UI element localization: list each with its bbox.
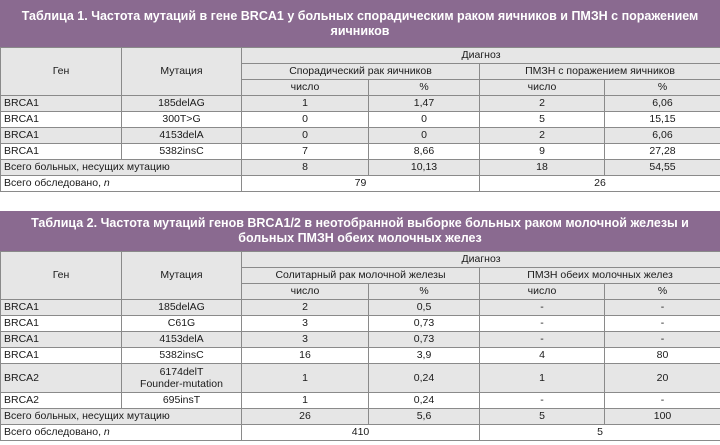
gene-cell: BRCA1 bbox=[1, 128, 122, 144]
percent-cell: 0,5 bbox=[369, 300, 480, 316]
gene-cell: BRCA2 bbox=[1, 393, 122, 409]
gene-cell: BRCA2 bbox=[1, 364, 122, 393]
table-row bbox=[1, 316, 720, 332]
table1-count1-header: число bbox=[242, 80, 369, 96]
total-carriers-label: Всего больных, несущих мутацию bbox=[1, 160, 242, 176]
gene-cell: BRCA1 bbox=[1, 144, 122, 160]
percent-cell: 0 bbox=[369, 128, 480, 144]
table1-count2-header: число bbox=[480, 80, 605, 96]
count-cell: 9 bbox=[480, 144, 605, 160]
percent-cell: 80 bbox=[605, 348, 720, 364]
table2-group1-header: Солитарный рак молочной железы bbox=[242, 268, 480, 284]
gene-cell: BRCA1 bbox=[1, 300, 122, 316]
gene-cell: BRCA1 bbox=[1, 112, 122, 128]
gene-cell: BRCA1 bbox=[1, 348, 122, 364]
percent-cell: - bbox=[605, 316, 720, 332]
count-cell: 0 bbox=[242, 112, 369, 128]
count-cell: 2 bbox=[480, 128, 605, 144]
mutation-cell: 185delAG bbox=[122, 96, 242, 112]
table2 bbox=[0, 251, 720, 441]
count-cell: 26 bbox=[242, 409, 369, 425]
total-examined-group1: 410 bbox=[242, 425, 480, 441]
count-cell: 2 bbox=[242, 300, 369, 316]
table1-header-row bbox=[1, 48, 720, 64]
table2-count2-header: число bbox=[480, 284, 605, 300]
table1-percent1-header: % bbox=[369, 80, 480, 96]
gene-cell: BRCA1 bbox=[1, 96, 122, 112]
table1-percent2-header: % bbox=[605, 80, 720, 96]
count-cell: 1 bbox=[480, 364, 605, 393]
total-examined-group1: 79 bbox=[242, 176, 480, 192]
total-examined-text: Всего обследовано, bbox=[4, 426, 104, 438]
table-row bbox=[1, 393, 720, 409]
total-examined-text: Всего обследовано, bbox=[4, 177, 104, 189]
count-cell: 2 bbox=[480, 96, 605, 112]
mutation-cell bbox=[122, 364, 242, 393]
mutation-cell: 5382insC bbox=[122, 144, 242, 160]
total-examined-label bbox=[1, 425, 242, 441]
table-row bbox=[1, 348, 720, 364]
percent-cell: - bbox=[605, 393, 720, 409]
count-cell: 3 bbox=[242, 332, 369, 348]
gene-cell: BRCA1 bbox=[1, 316, 122, 332]
table2-header-row bbox=[1, 252, 720, 268]
table2-gene-header: Ген bbox=[1, 252, 122, 300]
mutation-cell: 695insT bbox=[122, 393, 242, 409]
percent-cell: 3,9 bbox=[369, 348, 480, 364]
count-cell: 18 bbox=[480, 160, 605, 176]
percent-cell: 6,06 bbox=[605, 96, 720, 112]
table1-group2-header: ПМЗН с поражением яичников bbox=[480, 64, 720, 80]
total-examined-n: n bbox=[103, 426, 110, 438]
table2-mutation-header: Мутация bbox=[122, 252, 242, 300]
table1-diagnosis-header: Диагноз bbox=[242, 48, 720, 64]
count-cell: - bbox=[480, 300, 605, 316]
gene-cell: BRCA1 bbox=[1, 332, 122, 348]
table1-gene-header: Ген bbox=[1, 48, 122, 96]
mutation-note: Founder-mutation bbox=[140, 378, 223, 390]
table-row bbox=[1, 144, 720, 160]
percent-cell: 10,13 bbox=[369, 160, 480, 176]
table1 bbox=[0, 47, 720, 192]
total-examined-group2: 5 bbox=[480, 425, 720, 441]
count-cell: 7 bbox=[242, 144, 369, 160]
table2-group2-header: ПМЗН обеих молочных желез bbox=[480, 268, 720, 284]
table1-group1-header: Спорадический рак яичников bbox=[242, 64, 480, 80]
mutation-name: 6174delT bbox=[159, 366, 204, 378]
count-cell: 5 bbox=[480, 112, 605, 128]
count-cell: - bbox=[480, 316, 605, 332]
percent-cell: 1,47 bbox=[369, 96, 480, 112]
percent-cell: 8,66 bbox=[369, 144, 480, 160]
mutation-cell: 4153delA bbox=[122, 128, 242, 144]
table2-count1-header: число bbox=[242, 284, 369, 300]
count-cell: 1 bbox=[242, 393, 369, 409]
count-cell: 4 bbox=[480, 348, 605, 364]
table-row bbox=[1, 364, 720, 393]
count-cell: 1 bbox=[242, 96, 369, 112]
percent-cell: 0,24 bbox=[369, 393, 480, 409]
percent-cell: 54,55 bbox=[605, 160, 720, 176]
percent-cell: 27,28 bbox=[605, 144, 720, 160]
mutation-cell: 4153delA bbox=[122, 332, 242, 348]
table1-total-carriers-row bbox=[1, 160, 720, 176]
percent-cell: 100 bbox=[605, 409, 720, 425]
table2-total-carriers-row bbox=[1, 409, 720, 425]
count-cell: 0 bbox=[242, 128, 369, 144]
total-examined-label bbox=[1, 176, 242, 192]
percent-cell: - bbox=[605, 332, 720, 348]
mutation-cell: 5382insC bbox=[122, 348, 242, 364]
mutation-cell: C61G bbox=[122, 316, 242, 332]
total-carriers-label: Всего больных, несущих мутацию bbox=[1, 409, 242, 425]
mutation-cell: 300T>G bbox=[122, 112, 242, 128]
percent-cell: 6,06 bbox=[605, 128, 720, 144]
count-cell: - bbox=[480, 393, 605, 409]
table1-title: Таблица 1. Частота мутаций в гене BRCA1 у больных спорадическим раком яичников и ПМЗН с поражением яичников bbox=[0, 0, 720, 47]
count-cell: - bbox=[480, 332, 605, 348]
table2-total-examined-row bbox=[1, 425, 720, 441]
table-row bbox=[1, 112, 720, 128]
percent-cell: 0,73 bbox=[369, 332, 480, 348]
percent-cell: 0 bbox=[369, 112, 480, 128]
count-cell: 8 bbox=[242, 160, 369, 176]
table1-total-examined-row bbox=[1, 176, 720, 192]
percent-cell: 5,6 bbox=[369, 409, 480, 425]
count-cell: 1 bbox=[242, 364, 369, 393]
table-row bbox=[1, 332, 720, 348]
percent-cell: 20 bbox=[605, 364, 720, 393]
table2-percent1-header: % bbox=[369, 284, 480, 300]
table2-diagnosis-header: Диагноз bbox=[242, 252, 720, 268]
table-row bbox=[1, 300, 720, 316]
total-examined-n: n bbox=[103, 177, 110, 189]
count-cell: 5 bbox=[480, 409, 605, 425]
count-cell: 16 bbox=[242, 348, 369, 364]
table2-title: Таблица 2. Частота мутаций генов BRCA1/2 в неотобранной выборке больных раком молочной железы и больных ПМЗН обеих молочных желез bbox=[0, 211, 720, 251]
table2-percent2-header: % bbox=[605, 284, 720, 300]
table-row bbox=[1, 128, 720, 144]
mutation-cell: 185delAG bbox=[122, 300, 242, 316]
percent-cell: 0,73 bbox=[369, 316, 480, 332]
percent-cell: 0,24 bbox=[369, 364, 480, 393]
percent-cell: - bbox=[605, 300, 720, 316]
table1-mutation-header: Мутация bbox=[122, 48, 242, 96]
percent-cell: 15,15 bbox=[605, 112, 720, 128]
total-examined-group2: 26 bbox=[480, 176, 720, 192]
table-row bbox=[1, 96, 720, 112]
count-cell: 3 bbox=[242, 316, 369, 332]
